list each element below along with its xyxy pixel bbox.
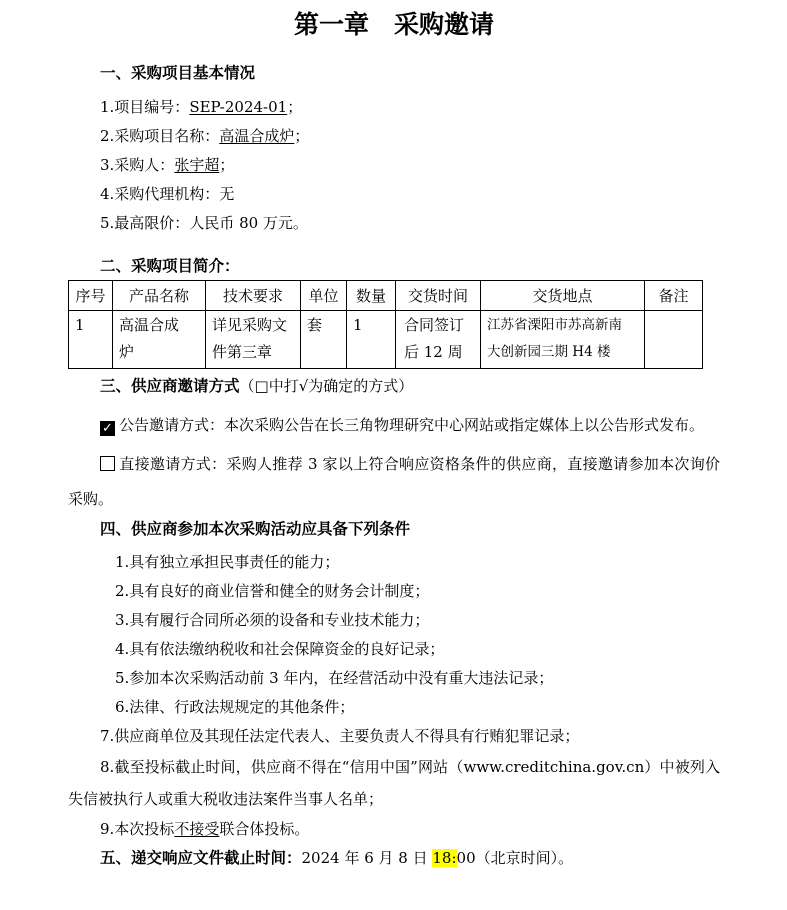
col-header-delivery-time: 交货时间 <box>396 281 481 311</box>
list-item-project-number <box>68 93 720 122</box>
option-text: 采购人推荐 3 家以上符合响应资格条件的供应商，直接邀请参加本次询价采购。 <box>68 455 720 508</box>
section5-label: 五、递交响应文件截止时间： <box>100 849 302 867</box>
section2-heading: 二、采购项目简介： <box>100 257 240 275</box>
condition-item-7: 7.供应商单位及其现任法定代表人、主要负责人不得具有行贿犯罪记录； <box>100 727 580 745</box>
col-header-remarks: 备注 <box>645 281 703 311</box>
list-item-agency <box>68 180 720 209</box>
section4-heading: 四、供应商参加本次采购活动应具备下列条件 <box>100 520 411 538</box>
procurement-summary-table <box>68 280 703 369</box>
option-label: 直接邀请方式： <box>119 455 227 473</box>
item-value-underlined: 张宇超 <box>174 156 220 174</box>
list-item-price-limit <box>68 209 720 238</box>
cell-delivery-place: 江苏省溧阳市苏高新南大创新园三期 H4 楼 <box>481 311 645 369</box>
item-value-underlined: 高温合成炉 <box>219 127 295 145</box>
section3-heading-note: （□中打√为确定的方式） <box>239 377 414 395</box>
item-label: 2.采购项目名称： <box>100 127 220 145</box>
list-item-project-name <box>68 122 720 151</box>
condition-item-5: 5.参加本次采购活动前 3 年内，在经营活动中没有重大违法记录； <box>115 669 554 687</box>
col-header-unit: 单位 <box>301 281 347 311</box>
direct-invitation-checkbox[interactable] <box>100 456 115 471</box>
option-label: 公告邀请方式： <box>119 416 225 434</box>
table-header-row <box>69 281 703 311</box>
list-item-purchaser <box>68 151 720 180</box>
item-label: 5.最高限价： <box>100 214 190 232</box>
section1-list <box>68 93 720 238</box>
condition-item-2: 2.具有良好的商业信誉和健全的财务会计制度； <box>115 582 430 600</box>
section5-deadline-line <box>68 844 720 873</box>
page-title: 第一章 采购邀请 <box>293 10 494 39</box>
section1-heading: 一、采购项目基本情况 <box>100 64 256 82</box>
deadline-date: 2024 年 6 月 8 日 <box>301 849 433 867</box>
section3-heading <box>68 375 720 397</box>
condition-item-4: 4.具有依法缴纳税收和社会保障资金的良好记录； <box>115 640 445 658</box>
cell-product: 高温合成炉 <box>113 311 206 369</box>
item-suffix: ； <box>294 127 310 145</box>
item-value-underlined: SEP-2024-01 <box>189 98 288 116</box>
announcement-checkbox[interactable]: ✓ <box>100 421 115 436</box>
item-suffix: 无 <box>219 185 235 203</box>
col-header-product: 产品名称 <box>113 281 206 311</box>
section3-heading-bold: 三、供应商邀请方式 <box>100 377 240 395</box>
item-suffix: ； <box>219 156 235 174</box>
condition-item-6: 6.法律、行政法规规定的其他条件； <box>115 698 355 716</box>
item-label: 4.采购代理机构： <box>100 185 220 203</box>
deadline-after: 00（北京时间）。 <box>456 849 574 867</box>
item-label: 1.项目编号： <box>100 98 190 116</box>
option-direct-invitation <box>68 447 720 517</box>
col-header-delivery-place: 交货地点 <box>481 281 645 311</box>
cell-unit: 套 <box>301 311 347 369</box>
cell-remarks <box>645 311 703 369</box>
cell-qty: 1 <box>347 311 396 369</box>
condition-item-1: 1.具有独立承担民事责任的能力； <box>115 553 340 571</box>
condition-item-3: 3.具有履行合同所必须的设备和专业技术能力； <box>115 611 430 629</box>
item-text-before: 9.本次投标 <box>100 820 175 838</box>
option-announcement-invitation <box>68 407 720 443</box>
col-header-qty: 数量 <box>347 281 396 311</box>
item-suffix: 人民币 80 万元。 <box>189 214 308 232</box>
condition-item-8: 8.截至投标截止时间，供应商不得在“信用中国”网站（www.creditchina.gov.cn）中被列入失信被执行人或重大税收违法案件当事人名单； <box>68 758 720 808</box>
table-row <box>69 311 703 369</box>
item-label: 3.采购人： <box>100 156 175 174</box>
cell-delivery-time: 合同签订后 12 周 <box>396 311 481 369</box>
option-text: 本次采购公告在长三角物理研究中心网站或指定媒体上以公告形式发布。 <box>224 416 705 434</box>
condition-item-9 <box>68 815 720 844</box>
cell-tech: 详见采购文件第三章 <box>206 311 301 369</box>
item-text-after: 联合体投标。 <box>219 820 310 838</box>
deadline-time-highlight: 18: <box>432 849 457 867</box>
item-text-underlined: 不接受 <box>174 820 220 838</box>
col-header-tech: 技术要求 <box>206 281 301 311</box>
col-header-seq: 序号 <box>69 281 113 311</box>
item-suffix: ； <box>287 98 303 116</box>
section4-list <box>68 548 720 844</box>
cell-seq: 1 <box>69 311 113 369</box>
